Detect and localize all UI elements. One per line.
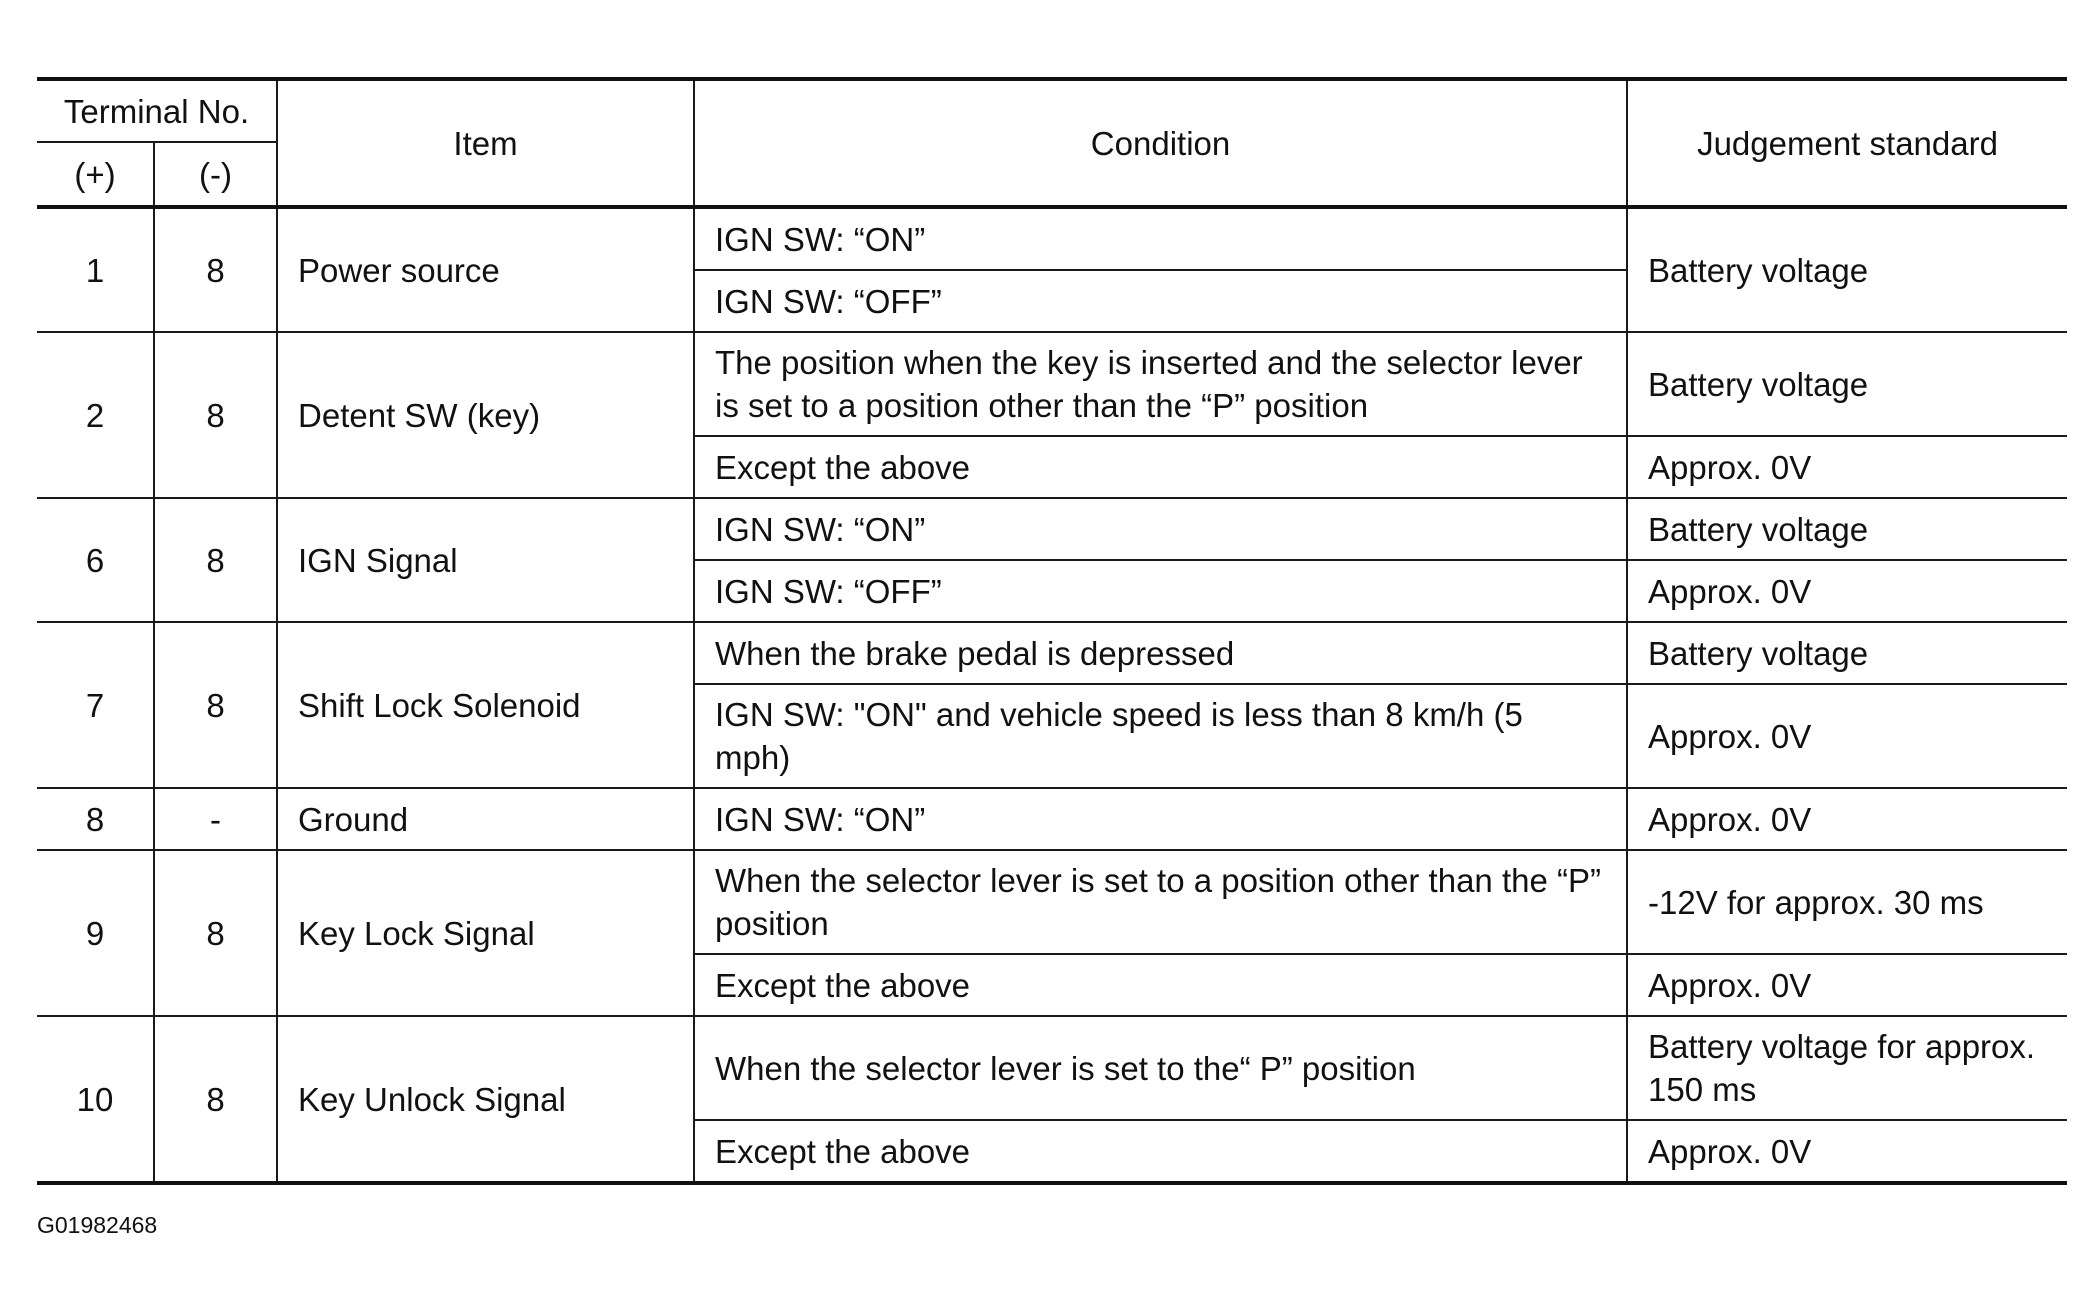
table-row <box>37 498 2067 560</box>
condition-cell: The position when the key is inserted and the selector lever is set to a position other than the “P” position <box>694 332 1627 436</box>
header-minus: (-) <box>154 142 277 207</box>
condition-cell: IGN SW: "ON" and vehicle speed is less than 8 km/h (5 mph) <box>694 684 1627 788</box>
judgement-cell: Battery voltage <box>1627 498 2067 560</box>
terminal-plus: 2 <box>37 332 154 498</box>
table-row <box>37 850 2067 954</box>
condition-cell: When the selector lever is set to the“ P” position <box>694 1016 1627 1120</box>
header-judgement: Judgement standard <box>1627 79 2067 207</box>
terminal-plus: 10 <box>37 1016 154 1183</box>
table-row <box>37 1016 2067 1120</box>
terminal-minus: 8 <box>154 850 277 1016</box>
terminal-table-sheet <box>37 77 2067 1185</box>
terminal-plus: 1 <box>37 207 154 332</box>
judgement-cell: Approx. 0V <box>1627 684 2067 788</box>
item-name: Shift Lock Solenoid <box>277 622 694 788</box>
terminal-minus: 8 <box>154 498 277 622</box>
terminal-plus: 9 <box>37 850 154 1016</box>
item-name: Key Lock Signal <box>277 850 694 1016</box>
terminal-minus: 8 <box>154 207 277 332</box>
judgement-cell: Approx. 0V <box>1627 560 2067 622</box>
judgement-cell: Approx. 0V <box>1627 788 2067 850</box>
condition-cell: When the brake pedal is depressed <box>694 622 1627 684</box>
terminal-minus: 8 <box>154 332 277 498</box>
condition-cell: IGN SW: “ON” <box>694 207 1627 270</box>
header-plus: (+) <box>37 142 154 207</box>
table-row <box>37 788 2067 850</box>
condition-cell: Except the above <box>694 436 1627 498</box>
judgement-cell: Approx. 0V <box>1627 954 2067 1016</box>
table-row <box>37 207 2067 270</box>
table-row <box>37 622 2067 684</box>
terminal-inspection-table <box>37 77 2067 1185</box>
judgement-cell: -12V for approx. 30 ms <box>1627 850 2067 954</box>
terminal-minus: - <box>154 788 277 850</box>
condition-cell: IGN SW: “ON” <box>694 498 1627 560</box>
condition-cell: IGN SW: “OFF” <box>694 560 1627 622</box>
item-name: Key Unlock Signal <box>277 1016 694 1183</box>
item-name: Detent SW (key) <box>277 332 694 498</box>
header-terminal-no: Terminal No. <box>37 79 277 142</box>
item-name: Power source <box>277 207 694 332</box>
judgement-cell: Approx. 0V <box>1627 1120 2067 1183</box>
judgement-cell: Approx. 0V <box>1627 436 2067 498</box>
figure-code: G01982468 <box>37 1212 158 1238</box>
terminal-minus: 8 <box>154 622 277 788</box>
condition-cell: Except the above <box>694 1120 1627 1183</box>
terminal-plus: 8 <box>37 788 154 850</box>
table-row <box>37 332 2067 436</box>
condition-cell: Except the above <box>694 954 1627 1016</box>
terminal-plus: 6 <box>37 498 154 622</box>
item-name: IGN Signal <box>277 498 694 622</box>
item-name: Ground <box>277 788 694 850</box>
judgement-cell: Battery voltage <box>1627 207 2067 332</box>
terminal-plus: 7 <box>37 622 154 788</box>
terminal-minus: 8 <box>154 1016 277 1183</box>
judgement-cell: Battery voltage <box>1627 622 2067 684</box>
header-item: Item <box>277 79 694 207</box>
judgement-cell: Battery voltage for approx. 150 ms <box>1627 1016 2067 1120</box>
judgement-cell: Battery voltage <box>1627 332 2067 436</box>
condition-cell: IGN SW: “ON” <box>694 788 1627 850</box>
header-condition: Condition <box>694 79 1627 207</box>
condition-cell: When the selector lever is set to a position other than the “P” position <box>694 850 1627 954</box>
condition-cell: IGN SW: “OFF” <box>694 270 1627 332</box>
